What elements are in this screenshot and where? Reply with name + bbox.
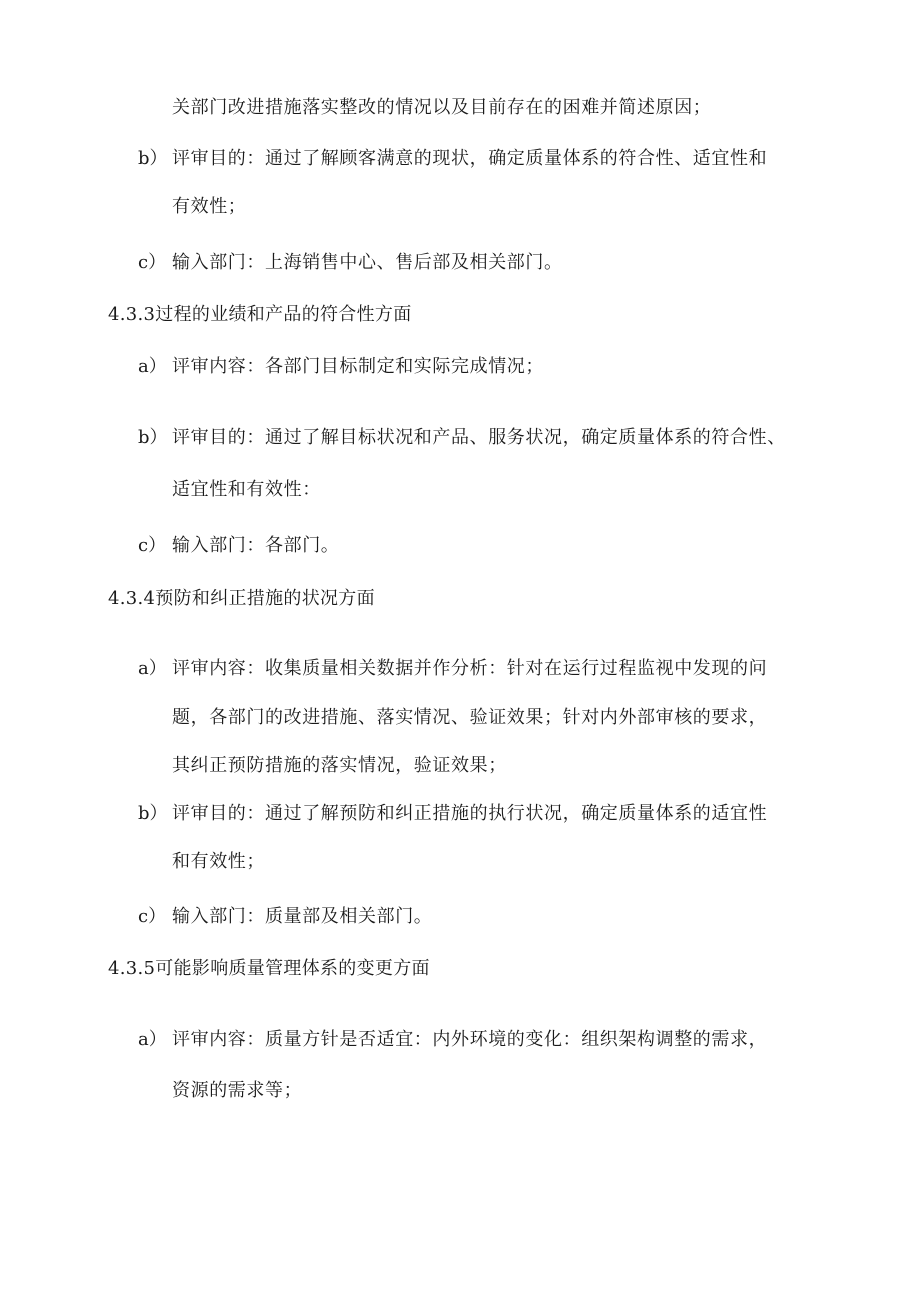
paragraph-line: 评审内容：收集质量相关数据并作分析：针对在运行过程监视中发现的问 [172, 658, 768, 679]
section-heading: 4.3.4预防和纠正措施的状况方面 [108, 588, 375, 609]
paragraph-line: 题，各部门的改进措施、落实情况、验证效果；针对内外部审核的要求， [172, 707, 768, 728]
paragraph-line: 输入部门：各部门。 [172, 535, 340, 556]
section-heading: 4.3.3过程的业绩和产品的符合性方面 [108, 304, 412, 325]
list-marker-c: c） [138, 252, 167, 273]
list-marker-c: c） [138, 906, 167, 927]
paragraph-line: 评审目的：通过了解顾客满意的现状，确定质量体系的符合性、适宜性和 [172, 148, 768, 169]
paragraph-line: 评审目的：通过了解预防和纠正措施的执行状况，确定质量体系的适宜性 [172, 803, 768, 824]
list-marker-b: b） [138, 148, 168, 169]
paragraph-line: 输入部门：上海销售中心、售后部及相关部门。 [172, 252, 563, 273]
list-marker-b: b） [138, 803, 168, 824]
section-heading: 4.3.5可能影响质量管理体系的变更方面 [108, 958, 430, 979]
paragraph-line: 评审内容：质量方针是否适宜：内外环境的变化：组织架构调整的需求， [172, 1029, 768, 1050]
paragraph-line: 其纠正预防措施的落实情况，验证效果； [172, 755, 507, 776]
list-marker-a: a） [138, 356, 167, 377]
paragraph-line: 适宜性和有效性： [172, 479, 321, 500]
paragraph-line: 资源的需求等； [172, 1080, 303, 1101]
list-marker-c: c） [138, 535, 167, 556]
paragraph-line: 关部门改进措施落实整改的情况以及目前存在的困难并简述原因； [172, 97, 712, 118]
paragraph-line: 有效性； [172, 196, 247, 217]
paragraph-line: 输入部门：质量部及相关部门。 [172, 906, 433, 927]
list-marker-a: a） [138, 1029, 167, 1050]
list-marker-a: a） [138, 658, 167, 679]
paragraph-line: 评审目的：通过了解目标状况和产品、服务状况，确定质量体系的符合性、 [172, 427, 786, 448]
paragraph-line: 和有效性； [172, 851, 265, 872]
list-marker-b: b） [138, 427, 168, 448]
paragraph-line: 评审内容：各部门目标制定和实际完成情况； [172, 356, 544, 377]
